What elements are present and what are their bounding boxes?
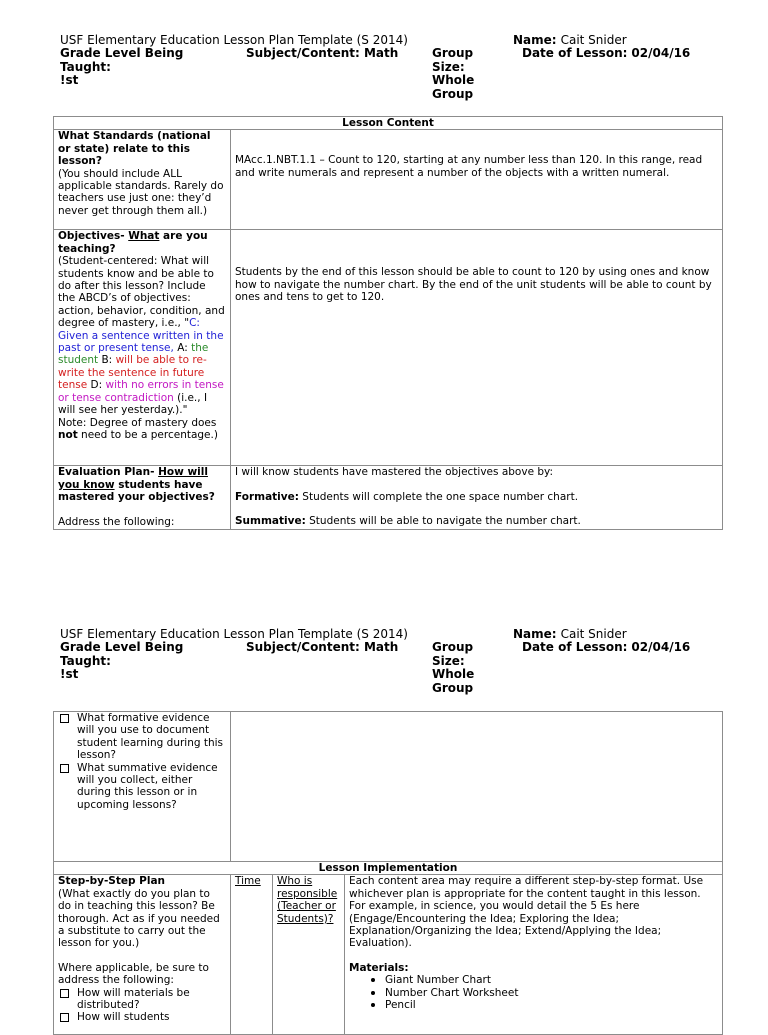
teacher-name: Name: Cait Snider — [513, 33, 627, 47]
objectives-guidance: (Student-centered: What will students know and be able to do after this lesson? Include the ABCD’s of objectives: action, behavior, condition, and degree of mastery, i.e., "C: Given a sentence written in the past or present tense, A: the student B: will be able to re-write the sentence in future tense D: with no errors in tense or tense contradiction (i.e., I will see her yesterday.)." — [58, 255, 225, 417]
materials-item: Pencil — [349, 999, 718, 1011]
evaluation-answer-cell — [231, 466, 723, 530]
objectives-answer: Students by the end of this lesson should be able to count to 120 by using ones and know how to navigate the number chart. By the end of the unit students will be able to count by ones and tens to get to 120. — [235, 266, 712, 304]
lesson-date: Date of Lesson: 02/04/16 — [522, 46, 691, 60]
formative-line: Formative: Students will complete the one space number chart. — [235, 490, 579, 503]
time-header-cell — [231, 875, 273, 1035]
evaluation-continued-table — [53, 711, 723, 862]
where-applicable: Where applicable, be sure to address the following: — [58, 961, 209, 987]
group-size: Group Size: Whole Group — [432, 640, 475, 695]
time-header: Time — [235, 875, 261, 888]
standards-answer-cell — [231, 130, 723, 230]
evidence-checklist-cell — [54, 712, 231, 862]
page2-header — [60, 628, 720, 698]
checklist-item: What formative evidence will you use to document student learning during this lesson? — [58, 712, 226, 762]
evaluation-question-cell — [54, 466, 231, 530]
subject-content: Subject/Content: Math — [246, 640, 399, 654]
format-instructions: Each content area may require a different step-by-step format. Use whichever plan is appropriate for the content taught in this lesson. For example, in science, you would detail the 5 Es here (Engage/Encountering the Idea; Exploring the Idea; Explanation/Organizing the Idea; Extend/Applying the Idea; Evaluation). — [349, 875, 704, 950]
summative-line: Summative: Students will be able to navigate the number chart. — [235, 515, 581, 528]
template-title: USF Elementary Education Lesson Plan Template (S 2014) — [60, 627, 408, 641]
evaluation-address: Address the following: — [58, 515, 175, 528]
standards-answer: MAcc.1.NBT.1.1 – Count to 120, starting at any number less than 120. In this range, read and write numerals and represent a number of the objects with a written numeral. — [235, 154, 703, 179]
materials-item: Giant Number Chart — [349, 974, 718, 986]
step-plan-title: Step-by-Step Plan — [58, 875, 166, 888]
objectives-answer-cell — [231, 230, 723, 466]
grade-level: Grade Level Being Taught: !st — [60, 46, 184, 87]
lesson-implementation-heading: Lesson Implementation — [54, 862, 723, 875]
who-responsible-header: Who is responsible (Teacher or Students)? — [277, 875, 338, 925]
standards-question: What Standards (national or state) relate to this lesson? — [58, 130, 211, 168]
standards-guidance: (You should include ALL applicable standards. Rarely do teachers use just one: they’d never get through them all.) — [58, 167, 224, 217]
materials-item: Number Chart Worksheet — [349, 987, 718, 999]
checklist-item: How will materials be distributed? — [58, 987, 226, 1012]
checklist-item: What summative evidence will you collect, either during this lesson or in upcoming lessons? — [58, 762, 226, 812]
format-cell — [345, 875, 723, 1035]
objectives-question: Objectives- What are you teaching? — [58, 230, 208, 255]
checklist-item: How will students — [58, 1011, 226, 1023]
objectives-note: Note: Degree of mastery does not need to be a percentage.) — [58, 416, 218, 441]
standards-question-cell — [54, 130, 231, 230]
who-header-cell — [273, 875, 345, 1035]
materials-label: Materials: — [349, 961, 409, 974]
page1-header — [60, 34, 720, 104]
evaluation-intro: I will know students have mastered the objectives above by: — [235, 466, 554, 479]
grade-level: Grade Level Being Taught: !st — [60, 640, 184, 681]
lesson-date: Date of Lesson: 02/04/16 — [522, 640, 691, 654]
evidence-answer-cell — [231, 712, 723, 862]
lesson-implementation-table — [53, 861, 723, 1035]
lesson-content-heading: Lesson Content — [54, 117, 723, 130]
template-title: USF Elementary Education Lesson Plan Template (S 2014) — [60, 33, 408, 47]
step-plan-cell — [54, 875, 231, 1035]
evaluation-question: Evaluation Plan- How will you know students have mastered your objectives? — [58, 466, 215, 504]
objectives-question-cell — [54, 230, 231, 466]
group-size: Group Size: Whole Group — [432, 46, 475, 101]
teacher-name: Name: Cait Snider — [513, 627, 627, 641]
step-plan-guidance: (What exactly do you plan to do in teaching this lesson? Be thorough. Act as if you needed a substitute to carry out the lesson for you.) — [58, 887, 220, 950]
lesson-content-table — [53, 116, 723, 530]
subject-content: Subject/Content: Math — [246, 46, 399, 60]
